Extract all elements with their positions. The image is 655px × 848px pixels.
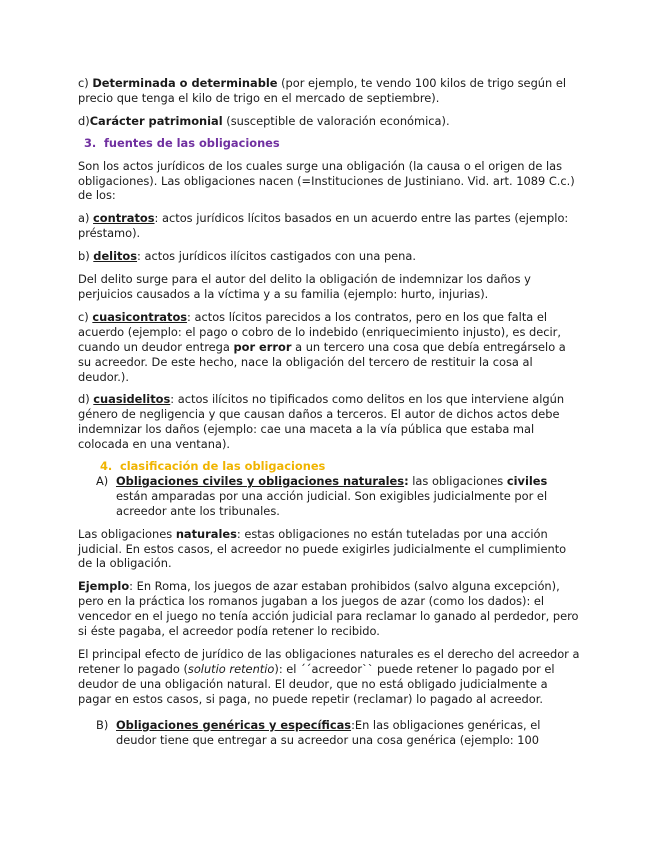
paragraph-ejemplo: Ejemplo: En Roma, los juegos de azar estaban prohibidos (salvo alguna excepción), pero en la práctica los romanos jugaban a los juegos de azar (como los dados): el vencedor en el juego no tenía acción judicial para reclamar lo ganado al perdedor, pero si éste pagaba, el acreedor podía retener lo recibido. [78,579,579,639]
term-delitos: delitos [93,249,138,264]
term-ejemplo: Ejemplo [78,579,130,594]
heading-clasificacion: 4. clasificación de las obligaciones [100,459,326,474]
term-civiles-naturales: Obligaciones civiles y obligaciones naturales [116,473,405,488]
term-naturales: naturales [175,526,237,541]
item-c-determinada: c) Determinada o determinable (por ejemplo, te vendo 100 kilos de trigo según el precio que tenga el kilo de trigo en el mercado de septiembre). [78,76,567,105]
term-patrimonial: Carácter patrimonial [89,113,223,128]
term-cuasicontratos: cuasicontratos [92,309,188,324]
term-solutio-retentio: solutio retentio [187,661,275,676]
item-c-cuasicontratos: c) cuasicontratos: actos lícitos parecidos a los contratos, pero en los que falta el acuerdo (ejemplo: el pago o cobro de lo indebido (enriquecimiento injusto), es decir, cuando un deudor entrega por error a un tercero una cosa que debía entregárselo a su acreedor. De este hecho, nace la obligación del tercero de restituir la cosa al deudor.). [78,309,566,384]
paragraph-naturales: Las obligaciones naturales: estas obligaciones no están tuteladas por una acción judicial. En estos casos, el acreedor no puede exigirles judicialmente el cumplimiento de la obligación. [78,526,567,571]
item-b-delitos: b) delitos: actos jurídicos ilícitos castigados con una pena. [78,249,417,264]
paragraph-efecto: El principal efecto de jurídico de las obligaciones naturales es el derecho del acreedor a retener lo pagado (solutio retentio): el ´´acreedor`` puede retener lo pagado por el deudor de una obligación natural. El deudor, que no está obligado judicialmente a pagar en estos casos, si paga, no puede repetir (reclamar) lo pagado al acreedor. [78,647,580,706]
item-d-cuasidelitos: d) cuasidelitos: actos ilícitos no tipificados como delitos en los que interviene algún género de negligencia y que causan daños a terceros. El autor de dichos actos debe indemnizar los daños (ejemplo: cae una maceta a la vía pública que estaba mal colocada en una ventana). [78,392,565,452]
item-d-patrimonial: d)Carácter patrimonial (susceptible de valoración económica). [78,113,450,128]
heading-fuentes: 3. fuentes de las obligaciones [84,135,280,150]
term-cuasidelitos: cuasidelitos [93,392,171,407]
item-a-contratos: a) contratos: actos jurídicos lícitos basados en un acuerdo entre las partes (ejemplo: préstamo). [78,211,569,241]
term-determinada: Determinada o determinable [92,76,278,90]
document-page [78,76,580,747]
term-genericas-especificas: Obligaciones genéricas y específicas [116,717,352,732]
paragraph-fuentes-intro: Son los actos jurídicos de los cuales surge una obligación (la causa o el origen de las obligaciones). Las obligaciones nacen (=Instituciones de Justiniano. Vid. art. 1089 C.c.) de los: [78,158,575,203]
term-contratos: contratos [93,211,155,226]
term-por-error: por error [233,339,292,354]
term-civiles: civiles [506,473,548,488]
paragraph-delito-surge: Del delito surge para el autor del delito la obligación de indemnizar los daños y perjuicios causados a la víctima y a su familia (ejemplo: hurto, injurias). [78,272,531,301]
list-item-A: A) Obligaciones civiles y obligaciones naturales: las obligaciones civiles están amparadas por una acción judicial. Son exigibles judicialmente por el acreedor ante los tribunales. [96,473,548,518]
list-item-B: B) Obligaciones genéricas y específicas:En las obligaciones genéricas, el deudor tiene que entregar a su acreedor una cosa genérica (ejemplo: 100 [96,717,541,747]
